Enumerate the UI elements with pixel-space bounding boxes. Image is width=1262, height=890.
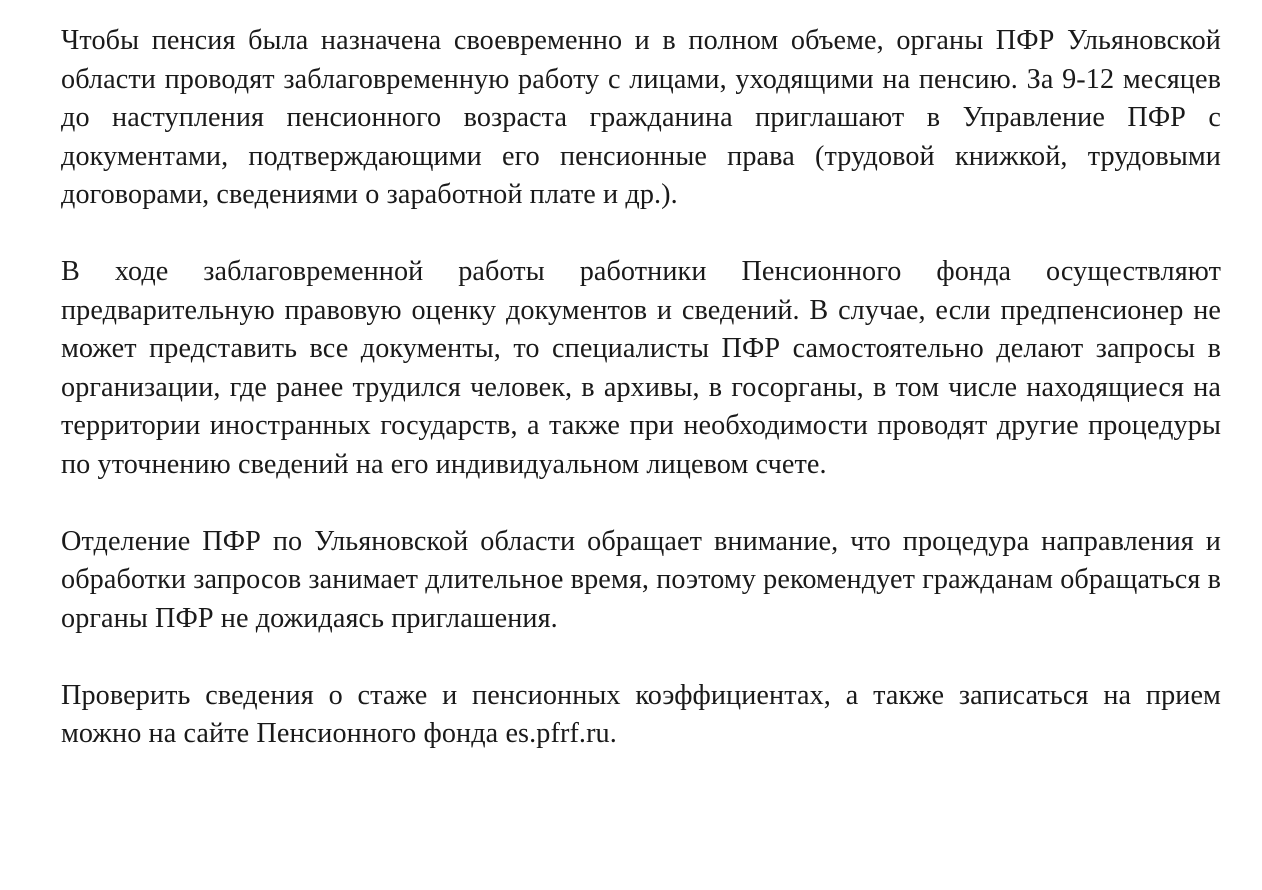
document-body	[61, 22, 1221, 754]
paragraph-department-notice: Отделение ПФР по Ульяновской области обращает внимание, что процедура направления и обработки запросов занимает длительное время, поэтому рекомендует гражданам обращаться в органы ПФР не дожидаясь приглашения.	[61, 525, 1221, 634]
paragraph-pension-assignment: Чтобы пенсия была назначена своевременно и в полном объеме, органы ПФР Ульяновской области проводят заблаговременную работу с лицами, уходящими на пенсию. За 9-12 месяцев до наступления пенсионного возраста гражданина приглашают в Управление ПФР с документами, подтверждающими его пенсионные права (трудовой книжкой, трудовыми договорами, сведениями о заработной плате и др.).	[61, 25, 1221, 210]
paragraph-advance-work: В ходе заблаговременной работы работники Пенсионного фонда осуществляют предварительную правовую оценку документов и сведений. В случае, если предпенсионер не может представить все документы, то специалисты ПФР самостоятельно делают запросы в организации, где ранее трудился человек, в архивы, в госорганы, в том числе находящиеся на территории иностранных государств, а также при необходимости проводят другие процедуры по уточнению сведений на его индивидуальном лицевом счете.	[61, 256, 1221, 480]
paragraph-website-info: Проверить сведения о стаже и пенсионных коэффициентах, а также записаться на прием можно на сайте Пенсионного фонда es.pfrf.ru.	[61, 679, 1221, 749]
